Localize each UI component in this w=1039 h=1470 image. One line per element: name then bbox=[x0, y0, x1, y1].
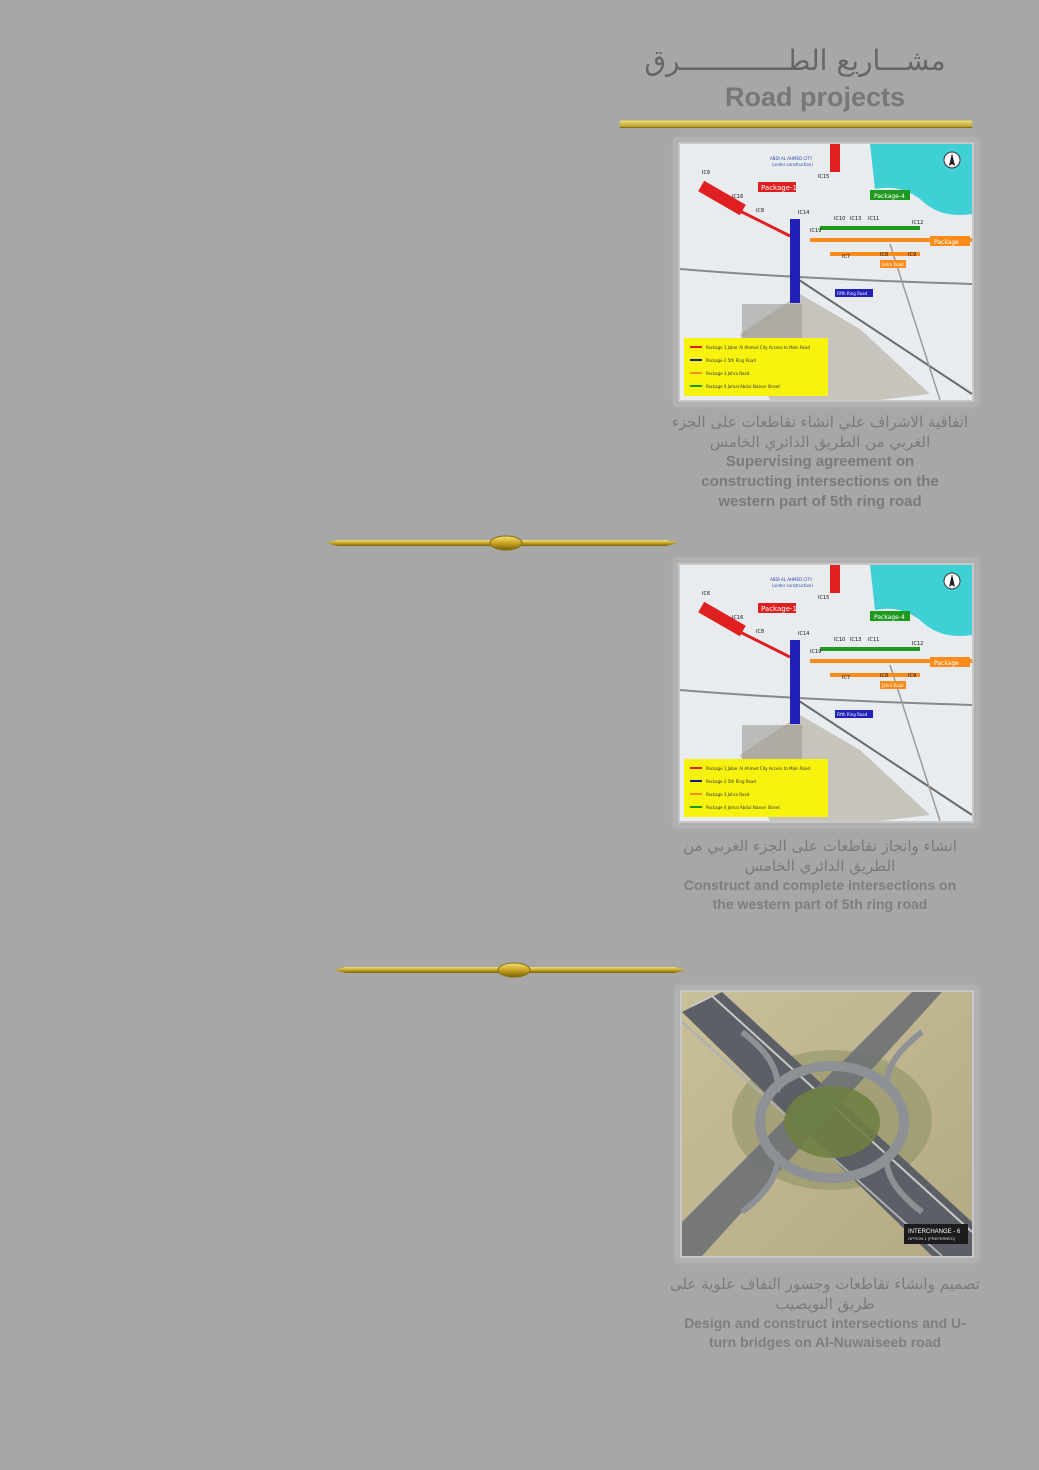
project-caption-3 bbox=[655, 1274, 995, 1352]
legend-item-1: Package 1 Jaber Al Ahmed City Access to Main Road bbox=[706, 766, 810, 771]
ic-label: IC6 bbox=[702, 591, 711, 597]
caption-arabic-line: طريق النويصيب bbox=[775, 1295, 875, 1313]
ic-label: IC8 bbox=[880, 252, 889, 258]
caption-english-line: western part of 5th ring road bbox=[718, 493, 922, 510]
ic-label: IC16 bbox=[732, 194, 744, 200]
gold-divider bbox=[326, 535, 678, 551]
top-area-sublabel: (under construction) bbox=[772, 162, 813, 167]
interchange-aerial-image bbox=[680, 990, 974, 1258]
legend-item-3: Package 3 Jahra Road bbox=[706, 371, 750, 376]
project-map-image-2 bbox=[678, 563, 974, 823]
ic-label: IC12 bbox=[912, 220, 924, 226]
ic-label: IC8 bbox=[756, 629, 765, 635]
ic-label: IC15 bbox=[818, 595, 830, 601]
top-area-label: ABDI AL AHMED CITY bbox=[770, 156, 813, 161]
package-1-label: Package-1 bbox=[761, 605, 797, 613]
legend-item-1: Package 1 Jaber Al Ahmed City Access to Main Road bbox=[706, 345, 810, 350]
ic-label: IC10 bbox=[834, 637, 846, 643]
caption-arabic-line: الغربي من الطريق الدائري الخامس bbox=[709, 433, 931, 451]
top-area-label: ABDI AL AHMED CITY bbox=[770, 577, 813, 582]
interchange-rendering bbox=[682, 992, 972, 1256]
caption-english-line: Design and construct intersections and U- bbox=[684, 1315, 966, 1331]
caption-english-line: Construct and complete intersections on bbox=[683, 877, 957, 893]
ic-label: IC15 bbox=[818, 174, 830, 180]
ic-label: IC11 bbox=[868, 637, 880, 643]
package-1-label: Package-1 bbox=[761, 184, 797, 192]
project-map-image-1 bbox=[678, 142, 974, 402]
title-underline bbox=[620, 120, 972, 128]
ic-label: IC9 bbox=[908, 252, 917, 258]
legend-item-2: Package 2 5th Ring Road bbox=[706, 358, 756, 363]
legend-item-4: Package 4 Jamal Abdul Nasser Street bbox=[706, 384, 780, 389]
ic-label: IC16 bbox=[732, 615, 744, 621]
caption-english-line: Supervising agreement on bbox=[725, 453, 915, 470]
page-title-arabic: مشـــاريع الطـــــــــــــرق bbox=[644, 44, 946, 77]
ic-label: IC6 bbox=[702, 170, 711, 176]
ic-label: IC12 bbox=[912, 641, 924, 647]
ic-label: IC19 bbox=[810, 228, 822, 234]
ic-label: IC14 bbox=[798, 210, 810, 216]
jahra-road-label: Jahra Road bbox=[882, 262, 904, 267]
caption-arabic-line: اتفاقية الاشراف علي انشاء تقاطعات على الجزء bbox=[671, 413, 969, 431]
caption-english-line: constructing intersections on the bbox=[701, 473, 939, 490]
caption-english-line: the western part of 5th ring road bbox=[712, 896, 928, 912]
ic-label: IC7 bbox=[842, 675, 851, 681]
top-area-sublabel: (under construction) bbox=[772, 583, 813, 588]
project-caption-1 bbox=[660, 412, 980, 512]
ic-label: IC8 bbox=[880, 673, 889, 679]
ic-label: IC19 bbox=[810, 649, 822, 655]
jahra-road-label: Jahra Road bbox=[882, 683, 904, 688]
caption-arabic-line: تصميم وانشاء تقاطعات وجسور التفاف علوية على bbox=[670, 1275, 980, 1293]
fifth-ring-label: Fifth Ring Road bbox=[837, 291, 868, 296]
package-right-label: Package bbox=[934, 239, 959, 246]
legend-item-4: Package 4 Jamal Abdul Nasser Street bbox=[706, 805, 780, 810]
fifth-ring-label: Fifth Ring Road bbox=[837, 712, 868, 717]
page-title: Road projects bbox=[724, 82, 906, 112]
ic-label: IC13 bbox=[850, 637, 862, 643]
caption-arabic-line: انشاء وانجاز تقاطعات على الجزء الغربي من bbox=[683, 837, 957, 855]
interchange-label: INTERCHANGE - 6 bbox=[908, 1229, 961, 1235]
ic-label: IC7 bbox=[842, 254, 851, 260]
gold-divider bbox=[334, 962, 686, 978]
caption-english-line: turn bridges on Al-Nuwaiseeb road bbox=[708, 1334, 942, 1350]
ic-label: IC11 bbox=[868, 216, 880, 222]
ic-label: IC10 bbox=[834, 216, 846, 222]
package-4-label: Package-4 bbox=[874, 614, 905, 621]
project-caption-2 bbox=[660, 836, 980, 914]
legend-item-2: Package 2 5th Ring Road bbox=[706, 779, 756, 784]
package-right-label: Package bbox=[934, 660, 959, 667]
road-map-graphic bbox=[680, 144, 972, 400]
interchange-sublabel: OPTION 1 (PREFERRED) bbox=[908, 1236, 956, 1241]
package-4-label: Package-4 bbox=[874, 193, 905, 200]
caption-arabic-line: الطريق الدائري الخامس bbox=[744, 857, 896, 875]
ic-label: IC13 bbox=[850, 216, 862, 222]
ic-label: IC9 bbox=[908, 673, 917, 679]
road-map-graphic bbox=[680, 565, 972, 821]
legend-item-3: Package 3 Jahra Road bbox=[706, 792, 750, 797]
ic-label: IC8 bbox=[756, 208, 765, 214]
ic-label: IC14 bbox=[798, 631, 810, 637]
